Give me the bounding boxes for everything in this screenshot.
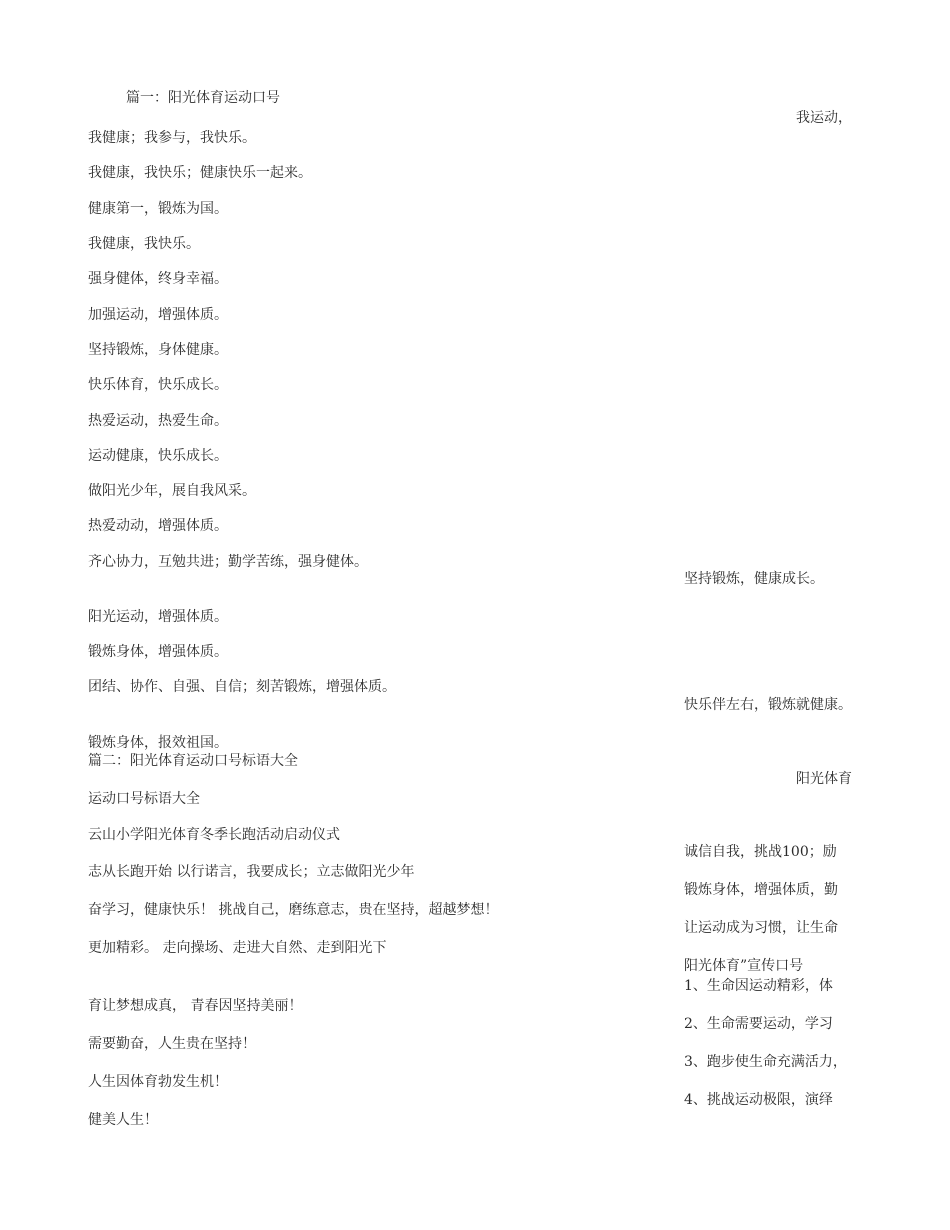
- slogan-line: 快乐体育，快乐成长。: [88, 377, 228, 393]
- slogan-fragment: 阳光体育”宣传口号: [684, 958, 804, 974]
- slogan-fragment: 1、生命因运动精彩，体: [684, 978, 833, 994]
- slogan-line: 志从长跑开始 以行诺言，我要成长；立志做阳光少年: [88, 864, 415, 880]
- slogan-line: 锻炼身体，增强体质。: [88, 644, 228, 660]
- slogan-line: 运动口号标语大全: [88, 791, 200, 807]
- slogan-fragment: 快乐伴左右，锻炼就健康。: [684, 697, 852, 713]
- slogan-fragment: 锻炼身体，增强体质，勤: [684, 882, 838, 898]
- slogan-line: 团结、协作、自强、自信；刻苦锻炼，增强体质。: [88, 679, 396, 695]
- slogan-line: 我健康，我快乐；健康快乐一起来。: [88, 165, 312, 181]
- slogan-line: 阳光运动，增强体质。: [88, 609, 228, 625]
- slogan-fragment: 诚信自我，挑战100；励: [684, 844, 837, 860]
- slogan-line: 奋学习，健康快乐！ 挑战自己，磨练意志，贵在坚持，超越梦想！: [88, 902, 499, 918]
- slogan-fragment: 3、跑步使生命充满活力，: [684, 1054, 847, 1070]
- slogan-line: 人生因体育勃发生机！: [88, 1074, 228, 1090]
- section-heading-1: 篇一：阳光体育运动口号: [126, 90, 280, 106]
- slogan-fragment: 坚持锻炼，健康成长。: [684, 571, 824, 587]
- slogan-line: 健美人生！: [88, 1112, 158, 1128]
- slogan-line: 健康第一，锻炼为国。: [88, 201, 228, 217]
- slogan-line: 运动健康，快乐成长。: [88, 448, 228, 464]
- slogan-fragment: 2、生命需要运动，学习: [684, 1016, 833, 1032]
- slogan-fragment: 我运动，: [796, 110, 852, 126]
- slogan-line: 更加精彩。 走向操场、走进大自然、走到阳光下: [88, 940, 387, 956]
- slogan-line: 加强运动，增强体质。: [88, 307, 228, 323]
- slogan-fragment: 4、挑战运动极限，演绎: [684, 1092, 833, 1108]
- slogan-line: 需要勤奋，人生贵在坚持！: [88, 1036, 256, 1052]
- section-heading-2: 篇二：阳光体育运动口号标语大全: [88, 753, 298, 769]
- slogan-fragment: 阳光体育: [796, 771, 852, 787]
- slogan-line: 我健康，我快乐。: [88, 236, 200, 252]
- slogan-line: 育让梦想成真， 青春因坚持美丽！: [88, 998, 303, 1014]
- slogan-line: 齐心协力，互勉共进；勤学苦练，强身健体。: [88, 554, 368, 570]
- slogan-line: 热爱动动，增强体质。: [88, 518, 228, 534]
- slogan-line: 云山小学阳光体育冬季长跑活动启动仪式: [88, 827, 340, 843]
- slogan-line: 我健康；我参与，我快乐。: [88, 130, 256, 146]
- slogan-fragment: 让运动成为习惯，让生命: [684, 920, 838, 936]
- slogan-line: 坚持锻炼，身体健康。: [88, 342, 228, 358]
- slogan-line: 强身健体，终身幸福。: [88, 271, 228, 287]
- slogan-line: 做阳光少年，展自我风采。: [88, 483, 256, 499]
- slogan-line: 锻炼身体，报效祖国。: [88, 735, 228, 751]
- slogan-line: 热爱运动，热爱生命。: [88, 413, 228, 429]
